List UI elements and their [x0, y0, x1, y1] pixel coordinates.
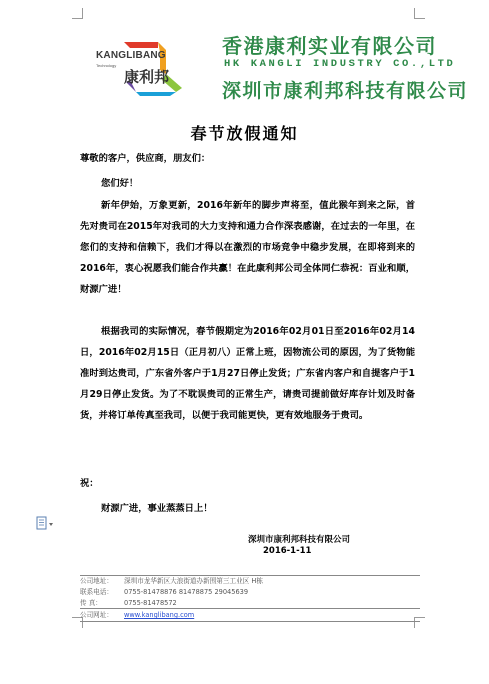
crop-mark-top-left	[72, 8, 83, 19]
salutation: 尊敬的客户，供应商，朋友们：	[80, 153, 211, 164]
footer-phone-row	[80, 587, 248, 597]
signature-date: 2016-1-11	[263, 546, 312, 556]
footer-web-row	[80, 610, 194, 620]
footer-fax-label: 传 真：	[80, 599, 102, 607]
footer-fax: 0755-81478572	[124, 599, 177, 607]
logo-chinese-text: 康利邦	[124, 68, 170, 86]
logo-english-text: KANGLIBANG	[96, 50, 166, 61]
company-name-shenzhen: 深圳市康利邦科技有限公司	[222, 80, 469, 102]
company-name-hk: 香港康利实业有限公司	[222, 34, 437, 58]
footer-web-label: 公司网址：	[80, 611, 113, 619]
company-name-english: HK KANGLI INDUSTRY CO.,LTD	[224, 58, 456, 70]
document-paste-icon[interactable]	[36, 516, 54, 532]
footer-middle-rule	[80, 608, 420, 609]
signature-company: 深圳市康利邦科技有限公司	[248, 535, 351, 545]
paragraph-new-year: 新年伊始，万象更新，2016年新年的脚步声将至，值此猴年到来之际，首先对贵司在2015年对我司的大力支持和通力合作深表感谢，在过去的一年里，在您们的支持和信赖下，我们才得以在激烈的市场竞争中稳步发展，在即将到来的2016年，衷心祝愿我们能合作共赢！在此康利邦公司全体同仁恭祝：百业和顺，财源广进！	[80, 200, 415, 295]
logo-subtitle: Technology	[96, 63, 117, 68]
footer-bottom-rule	[80, 621, 420, 622]
paragraph-holiday-schedule: 根据我司的实际情况，春节假期定为2016年02月01日至2016年02月14日，2016年02月15日（正月初八）正常上班，因物流公司的原因，为了货物能准时到达贵司，广东省外客户于1月27日停止发货；广东省内客户和自提客户于1月29日停止发货。为了不耽误贵司的正常生产，请贵司提前做好库存计划及时备货，并将订单传真至我司，以便于我司能更快，更有效地服务于贵司。	[80, 326, 415, 421]
footer-phone-label: 联系电话：	[80, 588, 113, 596]
crop-mark-bottom-right	[414, 617, 425, 628]
footer-website-link[interactable]: www.kanglibang.com	[124, 611, 195, 619]
footer-address-row	[80, 576, 263, 586]
footer-phone: 0755-81478876 81478875 29045639	[124, 588, 249, 596]
wish-text: 财源广进，事业蒸蒸日上！	[101, 503, 213, 514]
crop-mark-top-right	[414, 8, 425, 19]
footer-address: 深圳市龙华新区大浪街道办新围第三工业区 H栋	[124, 577, 263, 585]
footer-address-label: 公司地址：	[80, 577, 113, 585]
closing: 祝：	[80, 478, 99, 489]
footer-fax-row	[80, 598, 177, 608]
greeting: 您们好！	[101, 178, 139, 189]
notice-title: 春节放假通知	[190, 124, 299, 143]
